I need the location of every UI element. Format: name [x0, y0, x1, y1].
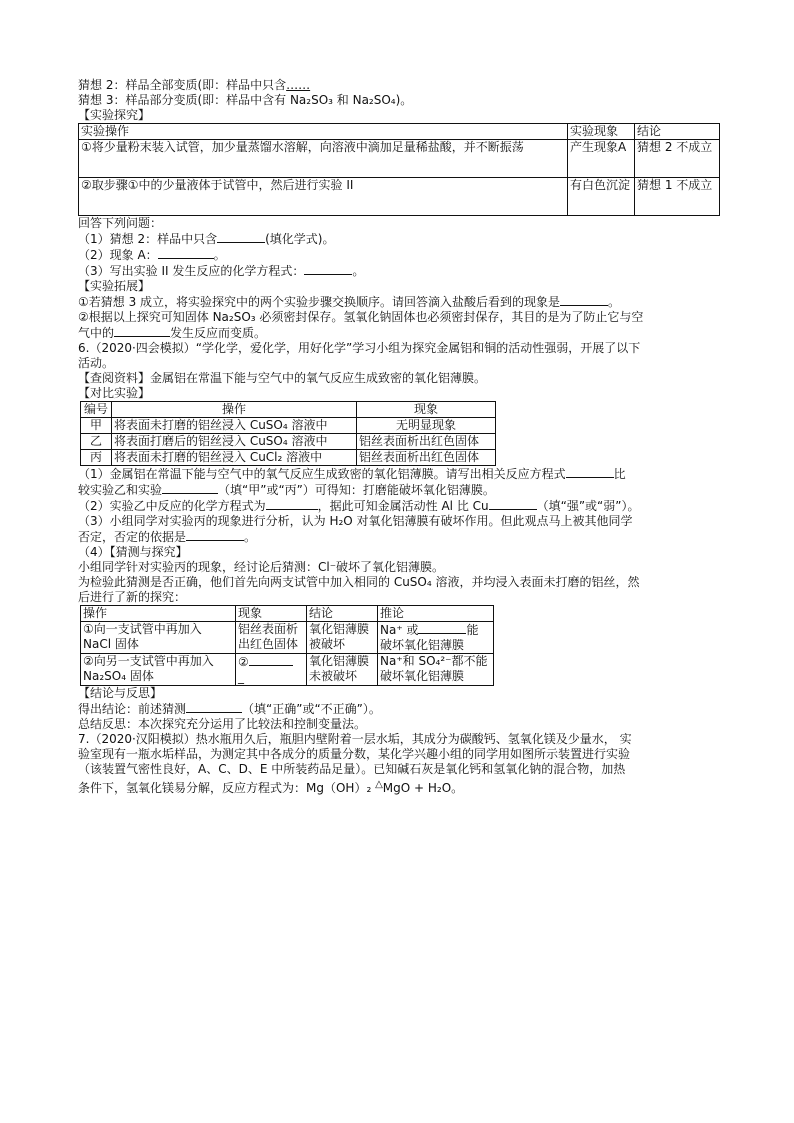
sub-1b: 较实验乙和实验 （填“甲”或“丙”）可得知：打磨能破坏氧化铝薄膜。	[78, 483, 495, 497]
problem-7-line-2: 验室现有一瓶水垢样品，为测定其中各成分的质量分数，某化学兴趣小组的同学用如图所示装置进行实验	[78, 747, 631, 761]
table2-cell: 将表面未打磨的铝丝浸入 CuCl₂ 溶液中	[112, 450, 357, 466]
table2-cell: 铝丝表面析出红色固体	[357, 434, 496, 450]
problem-7-line-1: 7.（2020·汉阳模拟）热水瓶用久后，瓶胆内壁附着一层水垢，其成分为碳酸钙、氢氧化镁及少量水， 实	[78, 732, 632, 746]
answer-blank[interactable]	[418, 622, 466, 634]
problem-6-line-1: 6.（2020·四会模拟）“学化学，爱化学，用好化学”学习小组为探究金属铝和铜的活动性强弱，开展了以下	[78, 341, 641, 355]
reflection: 总结反思：本次探究充分运用了比较法和控制变量法。	[78, 717, 367, 731]
table1-header-op: 实验操作	[79, 124, 568, 140]
table3-header: 推论	[378, 606, 494, 622]
table3-cell: 铝丝表面析出红色固体	[236, 622, 307, 654]
answer-heading: 回答下列问题：	[78, 216, 163, 230]
question-2: （2）现象 A： 。	[78, 248, 226, 262]
section-comparison: 【对比实验】	[78, 386, 151, 400]
table1-header-phenomenon: 实验现象	[568, 124, 635, 140]
table1-cell: 产生现象A	[568, 140, 635, 178]
sub-1a: （1）金属铝在常温下能与空气中的氧气反应生成致密的氧化铝薄膜。请写出相关反应方程式 比	[78, 467, 626, 481]
section-extension: 【实验拓展】	[78, 279, 151, 293]
answer-blank[interactable]	[217, 231, 265, 243]
guess-3: 猜想 3：样品部分变质(即：样品中含有 Na₂SO₃ 和 Na₂SO₄)。	[78, 93, 413, 107]
table2-cell: 无明显现象	[357, 418, 496, 434]
sub-4b: 为检验此猜测是否正确，他们首先向两支试管中加入相同的 CuSO₄ 溶液，并均浸入表面未打磨的铝丝，然	[78, 575, 640, 589]
sub-3b: 否定，否定的依据是 。	[78, 530, 257, 544]
answer-blank[interactable]	[162, 482, 218, 494]
table2-cell: 铝丝表面析出红色固体	[357, 450, 496, 466]
table2-cell: 丙	[81, 450, 112, 466]
answer-blank[interactable]	[158, 247, 214, 259]
problem-7-line-4: 条件下，氢氧化镁易分解，反应方程式为：Mg（OH）₂ △MgO + H₂O。	[78, 779, 464, 795]
extension-1: ①若猜想 3 成立，将实验探究中的两个实验步骤交换顺序。请回答滴入盐酸后看到的现象是 。	[78, 295, 621, 309]
table1-cell: ②取步骤①中的少量液体于试管中，然后进行实验 II	[79, 178, 568, 216]
table1-cell: 猜想 2 不成立	[635, 140, 720, 178]
guess-2: 猜想 2：样品全部变质(即：样品中只含……	[78, 78, 311, 92]
document-page	[78, 78, 723, 796]
table2-header: 现象	[357, 402, 496, 418]
extension-2b: 气中的 发生反应而变质。	[78, 326, 267, 340]
sub-4: （4）【猜测与探究】	[78, 545, 188, 559]
table3-cell: 氧化铝薄膜未被破坏	[307, 654, 378, 686]
answer-blank[interactable]	[489, 498, 537, 510]
table3-cell: ①向一支试管中再加入 NaCl 固体	[81, 622, 236, 654]
experiment-table	[78, 123, 720, 216]
table3-cell: Na⁺和 SO₄²⁻都不能 破坏氧化铝薄膜	[378, 654, 494, 686]
table2-cell: 甲	[81, 418, 112, 434]
problem-6-line-2: 活动。	[78, 356, 115, 370]
sub-4a: 小组同学针对实验丙的现象，经讨论后猜测：Cl⁻破坏了氧化铝薄膜。	[78, 560, 445, 574]
answer-blank[interactable]	[266, 498, 318, 510]
table3-cell: ② _	[236, 654, 307, 686]
answer-blank[interactable]	[566, 466, 614, 478]
table3-cell: 氧化铝薄膜被破坏	[307, 622, 378, 654]
question-3: （3）写出实验 II 发生反应的化学方程式： 。	[78, 264, 365, 278]
sub-4c: 后进行了新的探究：	[78, 590, 187, 604]
table3-cell: Na⁺ 或 能 破坏氧化铝薄膜	[378, 622, 494, 654]
sub-2: （2）实验乙中反应的化学方程式为 ，据此可知金属活动性 Al 比 Cu （填“强”或“弱”）。	[78, 499, 640, 513]
table3-header: 操作	[81, 606, 236, 622]
table3-header: 现象	[236, 606, 307, 622]
table1-header-conclusion: 结论	[635, 124, 720, 140]
answer-blank[interactable]	[304, 263, 352, 275]
heat-symbol: △	[375, 779, 383, 790]
table1-cell: 有白色沉淀	[568, 178, 635, 216]
table2-header: 操作	[112, 402, 357, 418]
table2-cell: 乙	[81, 434, 112, 450]
problem-7-line-3: （该装置气密性良好，A、C、D、E 中所装药品足量）。已知碱石灰是氧化钙和氢氧化钠的混合物，加热	[78, 762, 626, 776]
inquiry-table	[80, 605, 494, 686]
answer-blank[interactable]	[186, 529, 244, 541]
comparison-table	[80, 401, 496, 466]
question-1: （1）猜想 2：样品中只含 (填化学式)。	[78, 232, 335, 246]
table1-cell: ①将少量粉末装入试管，加少量蒸馏水溶解，向溶液中滴加足量稀盐酸，并不断振荡	[79, 140, 568, 178]
table3-cell: ②向另一支试管中再加入 Na₂SO₄ 固体	[81, 654, 236, 686]
answer-blank[interactable]	[560, 294, 608, 306]
table2-header: 编号	[81, 402, 112, 418]
sub-3a: （3）小组同学对实验丙的现象进行分析，认为 H₂O 对氧化铝薄膜有破坏作用。但此观点马上被其他同学	[78, 514, 633, 528]
reference-info: 【查阅资料】金属铝在常温下能与空气中的氧气反应生成致密的氧化铝薄膜。	[78, 371, 487, 385]
extension-2a: ②根据以上探究可知固体 Na₂SO₃ 必须密封保存。氢氧化钠固体也必须密封保存，其目的是为了防止它与空	[78, 310, 644, 324]
table1-cell: 猜想 1 不成立	[635, 178, 720, 216]
section-conclusion: 【结论与反思】	[78, 686, 163, 700]
section-experiment: 【实验探究】	[78, 108, 151, 122]
table2-cell: 将表面打磨后的铝丝浸入 CuSO₄ 溶液中	[112, 434, 357, 450]
table2-cell: 将表面未打磨的铝丝浸入 CuSO₄ 溶液中	[112, 418, 357, 434]
answer-blank[interactable]	[114, 325, 170, 337]
answer-blank[interactable]	[186, 701, 242, 713]
table3-header: 结论	[307, 606, 378, 622]
conclusion: 得出结论：前述猜测 （填“正确”或“不正确”）。	[78, 702, 381, 716]
answer-blank[interactable]	[249, 654, 293, 666]
